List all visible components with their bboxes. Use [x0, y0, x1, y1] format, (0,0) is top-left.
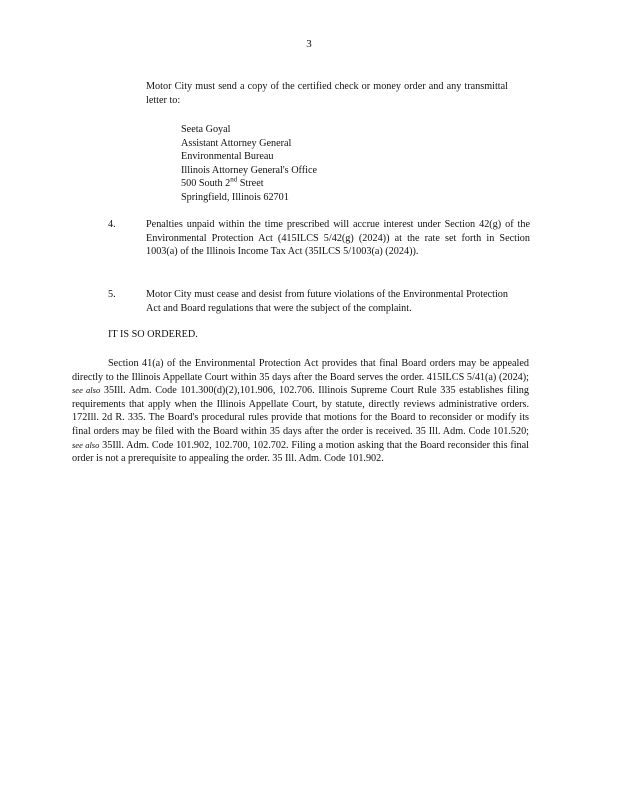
mailing-address: [181, 123, 441, 205]
copy-instruction-paragraph: Motor City must send a copy of the certified check or money order and any transmittal letter to:: [146, 81, 508, 106]
see-also-2: see also: [72, 439, 100, 450]
item-4-number: 4.: [108, 219, 116, 230]
item-5-text: Motor City must cease and desist from future violations of the Environmental Protection Act and Board regulations that were the subject of the complaint.: [146, 289, 508, 314]
page-number: 3: [306, 38, 312, 50]
item-4-text: Penalties unpaid within the time prescribed will accrue interest under Section 42(g) of the Environmental Protection Act (415ILCS 5/42(g) (2024)) at the rate set forth in Section 1003(a) of the Illinois Income Tax Act (35ILCS 5/1003(a) (2024)).: [146, 219, 530, 258]
appeal-text-part-3: 35Ill. Adm. Code 101.902, 102.700, 102.702. Filing a motion asking that the Board reconsider this final order is not a prerequisite to appealing the order. 35 Ill. Adm. Code 101.902.: [72, 439, 529, 465]
address-street-suffix: Street: [237, 178, 264, 190]
address-title: Assistant Attorney General: [181, 137, 292, 149]
item-5-number: 5.: [108, 289, 116, 300]
appeal-text-part-2: 35Ill. Adm. Code 101.300(d)(2),101.906, 102.706. Illinois Supreme Court Rule 335 establishes filing requirements that apply when the Illinois Appellate Court, by statute, directly reviews administrative orders. 172Ill. 2d R. 335. The Board's procedural rules provide that motions for the Board to reconsider or modify its final orders may be filed with the Board within 35 days after the order is received. 35 Ill. Adm. Code 101.520;: [72, 385, 529, 437]
address-street-sup: nd: [230, 175, 238, 184]
address-bureau: Environmental Bureau: [181, 151, 274, 163]
address-office: Illinois Attorney General's Office: [181, 164, 318, 176]
appeal-rights-paragraph: [72, 357, 529, 466]
address-name: Seeta Goyal: [181, 124, 231, 135]
address-street-prefix: 500 South 2: [181, 178, 231, 190]
see-also-1: see also: [72, 385, 101, 396]
address-city: Springfield, Illinois 62701: [181, 191, 289, 203]
appeal-text-part-1: Section 41(a) of the Environmental Protection Act provides that final Board orders may be appealed directly to the Illinois Appellate Court within 35 days after the Board serves the order. 415ILCS 5/41(a) (2024);: [72, 358, 529, 383]
so-ordered-line: IT IS SO ORDERED.: [108, 329, 198, 340]
address-street: [181, 177, 441, 191]
